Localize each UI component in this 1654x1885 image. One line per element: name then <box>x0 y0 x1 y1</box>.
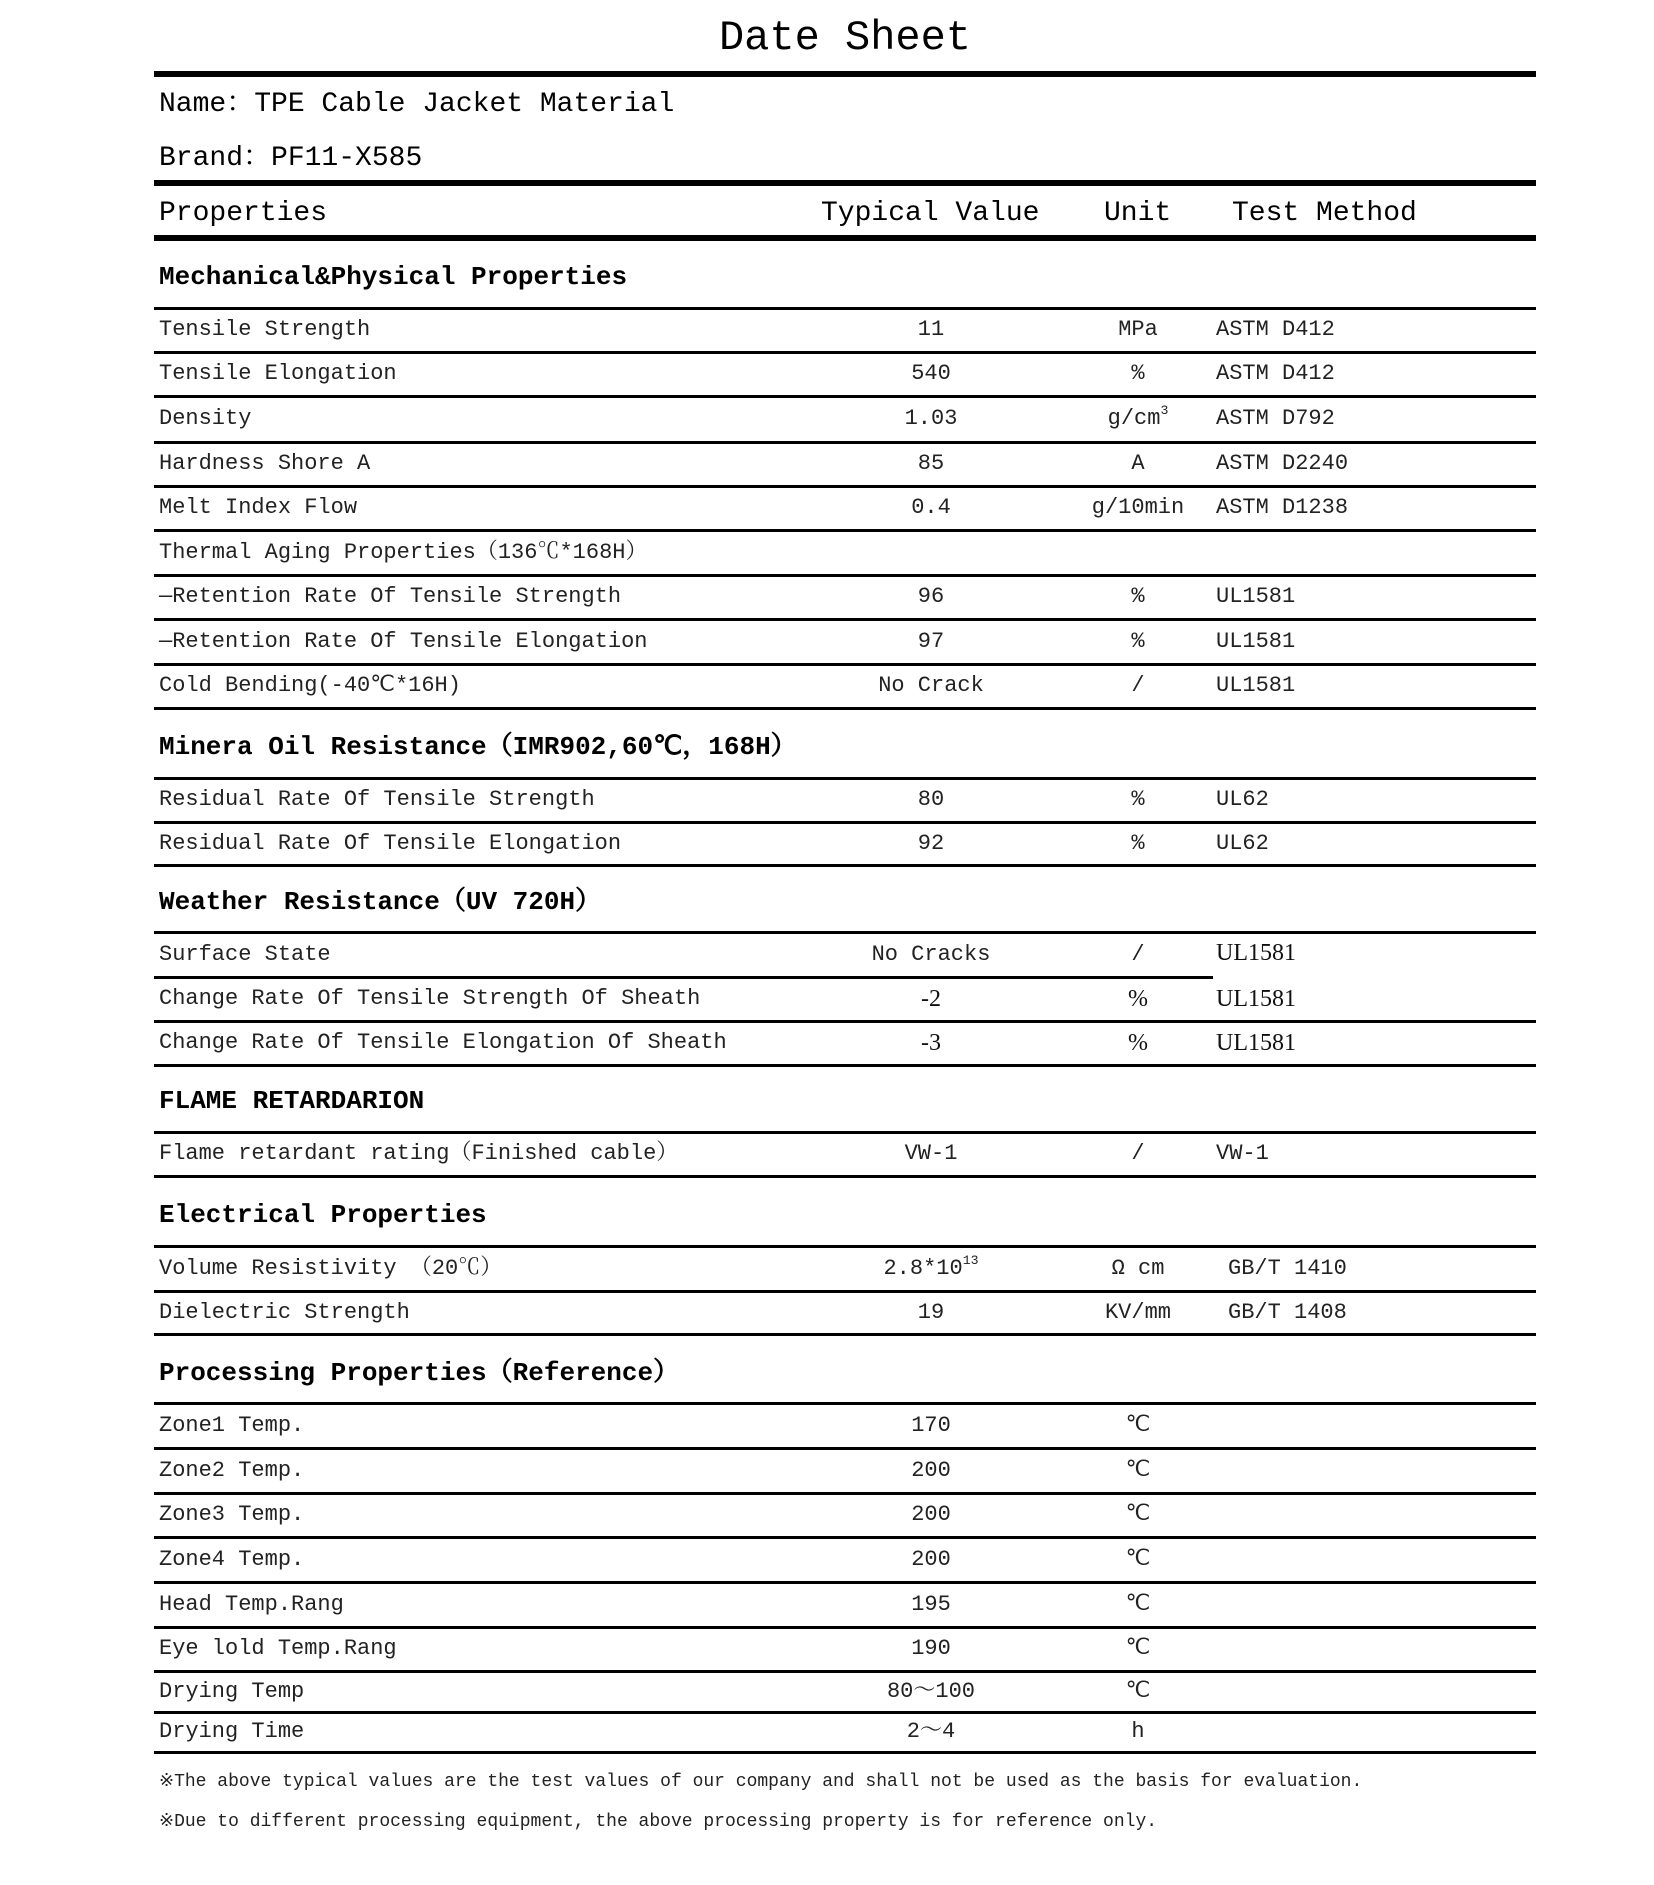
property-name: Tensile Strength <box>159 317 371 342</box>
property-name: Tensile Elongation <box>159 361 397 386</box>
section-title: Electrical Properties <box>159 1200 487 1230</box>
material-brand <box>159 143 422 175</box>
unit <box>1058 629 1218 655</box>
typical-value-text: 195 <box>911 1592 951 1617</box>
column-header-properties: Properties <box>159 198 328 229</box>
property-name: Density <box>159 406 252 431</box>
property-name: Eye lold Temp.Rang <box>159 1636 397 1661</box>
property-name: Zone4 Temp. <box>159 1547 305 1572</box>
row-divider <box>154 1020 1536 1023</box>
property-name: Melt Index Flow <box>159 495 358 520</box>
test-method: UL62 <box>1216 831 1269 856</box>
typical-value-text: No Crack <box>878 673 984 698</box>
column-header-test-method: Test Method <box>1232 198 1417 229</box>
unit-exponent: 3 <box>1160 402 1169 418</box>
unit <box>1058 942 1218 968</box>
divider-header <box>154 235 1536 241</box>
property-name: Zone2 Temp. <box>159 1458 305 1483</box>
typical-value-text: -2 <box>921 986 941 1012</box>
unit <box>1058 986 1218 1012</box>
typical-value-text: 0.4 <box>911 495 951 520</box>
test-method: ASTM D412 <box>1216 361 1335 386</box>
typical-value <box>811 361 1051 387</box>
test-method: ASTM D2240 <box>1216 451 1349 476</box>
row-divider <box>154 351 1536 354</box>
footnote: ※The above typical values are the test values of our company and shall not be used as the basis for evaluation. <box>159 1772 1363 1792</box>
typical-value-text: -3 <box>921 1030 941 1056</box>
unit-text: ℃ <box>1125 1547 1151 1572</box>
section-divider <box>154 307 1536 310</box>
unit <box>1058 1458 1218 1484</box>
row-divider <box>154 574 1536 577</box>
typical-value-text: 80～100 <box>886 1679 975 1704</box>
row-divider <box>154 1447 1536 1450</box>
row-divider <box>154 707 1536 710</box>
unit <box>1058 1719 1218 1745</box>
row-divider <box>154 1751 1536 1754</box>
typical-value <box>811 1547 1051 1573</box>
typical-value-text: 96 <box>917 584 945 609</box>
typical-value-text: 92 <box>917 831 945 856</box>
typical-value <box>811 1413 1051 1439</box>
typical-value-text: 2～4 <box>906 1719 956 1744</box>
typical-value <box>811 787 1051 813</box>
unit-text: MPa <box>1118 317 1158 342</box>
unit-text: ℃ <box>1125 1679 1151 1704</box>
typical-value <box>811 1141 1051 1167</box>
unit <box>1058 1256 1218 1282</box>
divider-top <box>154 71 1536 77</box>
row-divider <box>154 618 1536 621</box>
section-divider <box>154 931 1536 934</box>
test-method: ASTM D792 <box>1216 406 1335 431</box>
typical-value <box>811 406 1051 432</box>
typical-value <box>811 1030 1051 1056</box>
unit <box>1058 831 1218 857</box>
typical-value <box>811 1502 1051 1528</box>
property-name: Zone1 Temp. <box>159 1413 305 1438</box>
typical-value <box>811 831 1051 857</box>
unit <box>1058 402 1218 432</box>
section-divider <box>154 1131 1536 1134</box>
property-name: Change Rate Of Tensile Strength Of Sheath <box>159 986 701 1011</box>
typical-value <box>811 1300 1051 1326</box>
brand-label: Brand： <box>159 143 272 174</box>
unit-text: ℃ <box>1125 1458 1151 1483</box>
test-method: ASTM D412 <box>1216 317 1335 342</box>
property-name: Flame retardant rating（Finished cable） <box>159 1141 679 1166</box>
row-divider <box>154 1333 1536 1336</box>
typical-value <box>811 584 1051 610</box>
property-name: —Retention Rate Of Tensile Elongation <box>159 629 648 654</box>
test-method: UL1581 <box>1216 673 1296 698</box>
unit-text: / <box>1131 673 1145 698</box>
unit <box>1058 317 1218 343</box>
unit <box>1058 1300 1218 1326</box>
unit <box>1058 495 1218 521</box>
typical-value-text: 1.03 <box>904 406 958 431</box>
unit <box>1058 787 1218 813</box>
section-title: Processing Properties（Reference） <box>159 1358 680 1388</box>
row-divider <box>154 821 1536 824</box>
property-name: Zone3 Temp. <box>159 1502 305 1527</box>
unit-text: ℃ <box>1125 1413 1151 1438</box>
typical-value <box>811 451 1051 477</box>
unit-text: % <box>1131 831 1145 856</box>
typical-value <box>811 1636 1051 1662</box>
typical-value <box>811 317 1051 343</box>
row-divider <box>154 529 1536 532</box>
row-divider <box>154 976 1213 979</box>
test-method: UL1581 <box>1216 986 1296 1012</box>
section-divider <box>154 1402 1536 1405</box>
column-header-unit: Unit <box>1104 198 1172 229</box>
row-divider <box>154 441 1536 444</box>
property-name: Surface State <box>159 942 331 967</box>
row-divider <box>154 485 1536 488</box>
property-name: Residual Rate Of Tensile Strength <box>159 787 595 812</box>
section-divider <box>154 777 1536 780</box>
property-name: Residual Rate Of Tensile Elongation <box>159 831 622 856</box>
unit-text: A <box>1131 451 1145 476</box>
property-name: Drying Time <box>159 1719 305 1744</box>
section-divider <box>154 1245 1536 1248</box>
unit <box>1058 1141 1218 1167</box>
typical-value-text: 540 <box>911 361 951 386</box>
unit-text: ℃ <box>1125 1592 1151 1617</box>
property-name: Hardness Shore A <box>159 451 371 476</box>
column-header-typical-value: Typical Value <box>821 198 1040 229</box>
typical-value <box>811 629 1051 655</box>
row-divider <box>154 1492 1536 1495</box>
unit-text: KV/mm <box>1104 1300 1171 1325</box>
test-method: UL1581 <box>1216 584 1296 609</box>
test-method: UL1581 <box>1216 940 1296 966</box>
unit <box>1058 1413 1218 1439</box>
unit <box>1058 584 1218 610</box>
property-name: Volume Resistivity （20℃） <box>159 1256 503 1281</box>
unit-text: / <box>1131 1141 1145 1166</box>
unit-text: % <box>1131 629 1145 654</box>
name-value: TPE Cable Jacket Material <box>254 89 675 120</box>
typical-value-text: 80 <box>917 787 945 812</box>
property-name: Dielectric Strength <box>159 1300 410 1325</box>
section-title: Weather Resistance（UV 720H） <box>159 887 602 917</box>
typical-value <box>811 1592 1051 1618</box>
row-divider <box>154 1670 1536 1673</box>
property-name: Drying Temp <box>159 1679 305 1704</box>
property-name: —Retention Rate Of Tensile Strength <box>159 584 622 609</box>
unit <box>1058 361 1218 387</box>
typical-value-text: 2.8*10 <box>883 1256 963 1281</box>
unit <box>1058 1502 1218 1528</box>
property-name: Head Temp.Rang <box>159 1592 344 1617</box>
typical-value-text: 11 <box>917 317 945 342</box>
name-label: Name： <box>159 89 255 120</box>
typical-value-text: 200 <box>911 1547 951 1572</box>
unit-text: Ω cm <box>1111 1256 1165 1281</box>
unit-text: % <box>1131 584 1145 609</box>
row-divider <box>154 1626 1536 1629</box>
divider-meta <box>154 180 1536 186</box>
row-divider <box>154 1290 1536 1293</box>
page-title: Date Sheet <box>718 14 972 62</box>
typical-value <box>811 1719 1051 1745</box>
unit-text: h <box>1131 1719 1145 1744</box>
typical-value-text: No Cracks <box>871 942 991 967</box>
exponent: 13 <box>962 1252 979 1268</box>
unit <box>1058 1547 1218 1573</box>
typical-value-text: VW-1 <box>904 1141 958 1166</box>
row-divider <box>154 1711 1536 1714</box>
unit-text: g/cm <box>1107 406 1161 431</box>
typical-value <box>811 673 1051 699</box>
typical-value <box>811 986 1051 1012</box>
row-divider <box>154 864 1536 867</box>
section-title: FLAME RETARDARION <box>159 1086 425 1116</box>
unit <box>1058 451 1218 477</box>
material-name <box>159 89 674 121</box>
unit <box>1058 1636 1218 1662</box>
unit-text: g/10min <box>1091 495 1185 520</box>
typical-value <box>811 1679 1051 1705</box>
unit-text: % <box>1128 1030 1148 1056</box>
row-divider <box>154 1175 1536 1178</box>
test-method: ASTM D1238 <box>1216 495 1349 520</box>
typical-value-text: 190 <box>911 1636 951 1661</box>
unit-text: ℃ <box>1125 1636 1151 1661</box>
section-title: Minera Oil Resistance（IMR902,60℃，168H） <box>159 732 797 762</box>
row-divider <box>154 1064 1536 1067</box>
unit <box>1058 1030 1218 1056</box>
section-title: Mechanical&Physical Properties <box>159 262 628 292</box>
unit <box>1058 673 1218 699</box>
typical-value <box>811 1458 1051 1484</box>
unit-text: % <box>1128 986 1148 1012</box>
typical-value <box>811 942 1051 968</box>
typical-value-text: 200 <box>911 1458 951 1483</box>
property-name: Thermal Aging Properties（136℃*168H） <box>159 540 648 565</box>
unit <box>1058 1592 1218 1618</box>
typical-value-text: 19 <box>917 1300 945 1325</box>
typical-value-text: 97 <box>917 629 945 654</box>
unit <box>1058 1679 1218 1705</box>
test-method: UL1581 <box>1216 629 1296 654</box>
typical-value-text: 200 <box>911 1502 951 1527</box>
test-method: VW-1 <box>1216 1141 1269 1166</box>
typical-value <box>811 495 1051 521</box>
row-divider <box>154 663 1536 666</box>
row-divider <box>154 1581 1536 1584</box>
unit-text: % <box>1131 361 1145 386</box>
brand-value: PF11-X585 <box>271 143 423 174</box>
unit-text: ℃ <box>1125 1502 1151 1527</box>
row-divider <box>154 395 1536 398</box>
test-method: GB/T 1408 <box>1228 1300 1347 1325</box>
typical-value <box>811 1252 1051 1282</box>
test-method: UL1581 <box>1216 1030 1296 1056</box>
test-method: GB/T 1410 <box>1228 1256 1347 1281</box>
unit-text: / <box>1131 942 1145 967</box>
property-name: Cold Bending(-40℃*16H) <box>159 673 461 698</box>
unit-text: % <box>1131 787 1145 812</box>
test-method: UL62 <box>1216 787 1269 812</box>
footnote: ※Due to different processing equipment, the above processing property is for reference only. <box>159 1812 1158 1832</box>
property-name: Change Rate Of Tensile Elongation Of Sheath <box>159 1030 727 1055</box>
row-divider <box>154 1536 1536 1539</box>
typical-value-text: 85 <box>917 451 945 476</box>
typical-value-text: 170 <box>911 1413 951 1438</box>
